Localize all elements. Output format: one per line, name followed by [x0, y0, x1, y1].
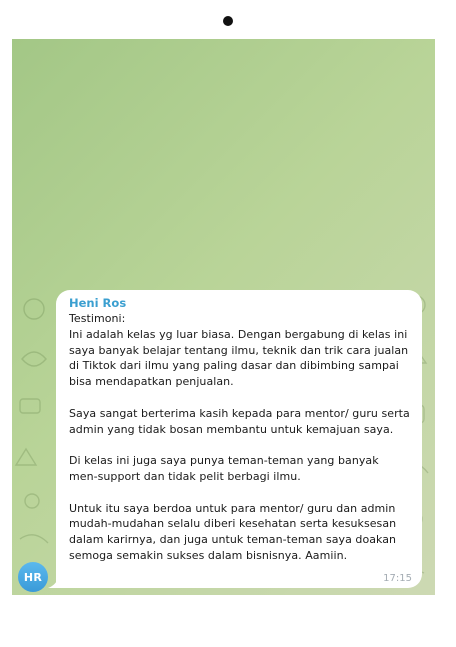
avatar[interactable]: HR [18, 562, 48, 592]
message-timestamp: 17:15 [383, 573, 412, 584]
message-bubble[interactable] [56, 290, 422, 588]
status-dot [223, 16, 233, 26]
sender-name[interactable]: Heni Ros [69, 296, 127, 310]
message-text: Testimoni: Ini adalah kelas yg luar biasa. Dengan bergabung di kelas ini saya banyak belajar tentang ilmu, teknik dan trik cara jualan di Tiktok dari ilmu yang paling dasar dan dibimbing sampai bisa mendapatkan penjualan. Saya sangat berterima kasih kepada para mentor/ guru serta admin yang tidak bosan membantu untuk kemajuan saya. Di kelas ini juga saya punya teman-teman yang banyak men-support dan tidak pelit berbagi ilmu. Untuk itu saya berdoa untuk para mentor/ guru dan admin mudah-mudahan selalu diberi kesehatan serta kesuksesan dalam karirnya, dan juga untuk teman-teman saya doakan semoga semakin sukses dalam bisnisnya. Aamiin. [69, 312, 410, 562]
